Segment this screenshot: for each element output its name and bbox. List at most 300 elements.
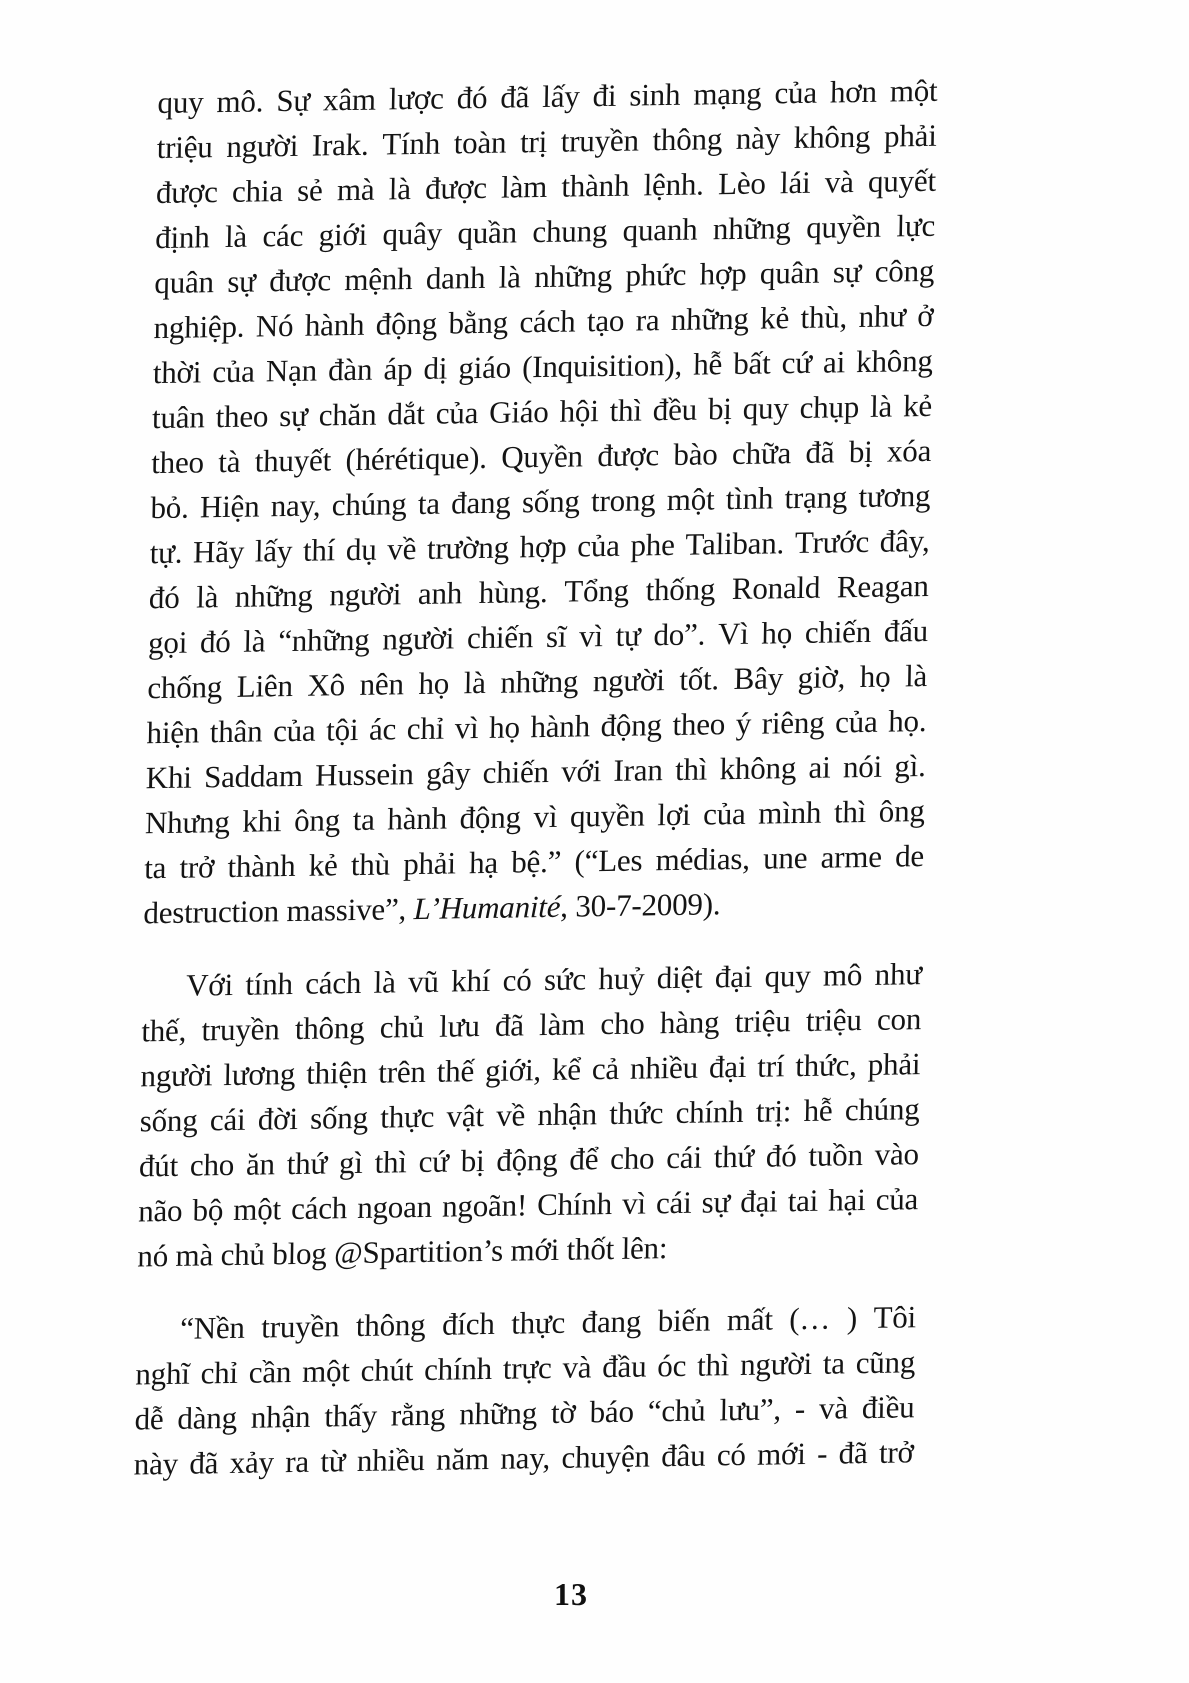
word: thông <box>294 1009 365 1046</box>
word: lưu <box>439 1008 480 1044</box>
word: sự <box>701 1184 731 1220</box>
word: điều <box>861 1389 915 1426</box>
word: về <box>387 530 417 567</box>
word: họ <box>488 709 521 745</box>
word: trở <box>878 1434 915 1470</box>
word: anh <box>417 575 463 611</box>
word: sống <box>309 1099 369 1136</box>
word: đã <box>500 79 530 115</box>
word: là <box>243 623 266 659</box>
word: chiến <box>466 619 534 656</box>
word: của <box>212 353 256 390</box>
word: nên <box>359 666 405 702</box>
word: vì <box>578 618 604 654</box>
word: “chủ <box>647 1392 706 1429</box>
word: đó <box>199 623 231 660</box>
word: ông <box>293 802 341 838</box>
word: cái <box>209 1101 246 1138</box>
word: trường <box>426 529 510 566</box>
word: làm <box>500 168 548 205</box>
word: tạo <box>586 302 625 339</box>
word: trên <box>378 1053 427 1090</box>
word: Sự <box>276 82 311 119</box>
word: đâu <box>661 1437 706 1474</box>
word: Irak. <box>311 126 369 163</box>
word: với <box>560 753 602 789</box>
word: bằng <box>448 304 509 341</box>
word: quanh <box>622 211 698 248</box>
word: xâm <box>322 81 377 118</box>
word: sự <box>832 253 862 290</box>
word: nay, <box>500 1440 551 1476</box>
text-segment: L’Humanité <box>413 888 561 927</box>
word: hạ <box>468 844 499 881</box>
word: là <box>904 657 928 694</box>
word: bỏ. <box>150 489 189 526</box>
word: vì <box>621 1185 647 1221</box>
word: gây <box>425 755 471 791</box>
word: chung <box>532 212 608 250</box>
word: là <box>373 964 397 1000</box>
word: (Inquisition), <box>521 346 683 385</box>
word: những <box>533 257 613 295</box>
word: vì <box>454 710 479 746</box>
word: dắt <box>387 395 426 432</box>
word: đại <box>740 1183 778 1219</box>
word: sự <box>227 263 257 299</box>
word: họ <box>418 665 450 701</box>
word: động <box>496 1141 558 1178</box>
word: thực <box>380 1098 435 1135</box>
word: là <box>224 218 248 254</box>
word: thời <box>152 354 202 391</box>
paragraph <box>133 1294 916 1486</box>
word: quân <box>154 264 215 301</box>
word: tính <box>245 965 294 1002</box>
word: chiến <box>482 753 550 790</box>
word: thì <box>374 1144 408 1180</box>
word: phe <box>630 526 676 563</box>
word: và <box>824 164 855 200</box>
word: theo <box>151 444 205 481</box>
word: đút <box>138 1147 179 1184</box>
word: mới <box>756 1435 807 1472</box>
word: “Nền <box>179 1309 246 1346</box>
word: Liên <box>236 667 294 704</box>
word: lấy <box>254 532 293 569</box>
word: ) <box>846 1300 858 1336</box>
word: sống <box>139 1102 198 1139</box>
word: đại <box>714 958 753 995</box>
word: arme <box>820 838 883 875</box>
word: sự <box>278 397 309 434</box>
word: người <box>226 127 299 164</box>
word: ngoãn! <box>441 1187 528 1224</box>
paragraph <box>137 951 922 1278</box>
word: làm <box>538 1006 586 1043</box>
word: khi <box>242 803 282 839</box>
word: chính <box>675 1093 744 1131</box>
word: Taliban. <box>685 525 785 562</box>
word: thức, <box>795 1047 858 1084</box>
word: cái <box>666 1139 703 1176</box>
word: ai <box>822 344 846 380</box>
word: truyền <box>560 122 640 159</box>
word: ý <box>735 705 752 742</box>
word: Tính <box>382 125 441 162</box>
word: của <box>702 795 746 832</box>
word: theo <box>215 398 269 435</box>
word: xảy <box>229 1444 275 1481</box>
word: danh <box>425 259 486 296</box>
word: thì <box>674 751 708 787</box>
word: được <box>268 262 332 299</box>
word: kể <box>551 1051 582 1087</box>
word: Với <box>185 966 234 1003</box>
word: cũng <box>855 1344 916 1381</box>
word: thứ <box>286 1145 328 1182</box>
word: triệu <box>734 1003 791 1040</box>
word: của <box>272 712 316 749</box>
word: thông <box>355 1306 426 1344</box>
word: người <box>382 620 455 657</box>
word: công <box>874 252 935 289</box>
word: quy <box>764 957 811 994</box>
word: tốt. <box>679 661 720 697</box>
word: triệu <box>805 1002 863 1038</box>
word: Quyền <box>500 438 584 475</box>
word: tuân <box>151 399 205 436</box>
word: sống <box>521 483 581 520</box>
word: truyền <box>201 1011 280 1048</box>
word: để <box>569 1141 599 1177</box>
word: biến <box>657 1302 711 1339</box>
paragraph <box>143 68 938 936</box>
word: đó <box>148 579 180 616</box>
word: theo <box>672 706 726 743</box>
word: mà <box>336 171 375 208</box>
word: tai <box>787 1182 819 1219</box>
word: của <box>577 527 621 564</box>
word: - <box>816 1435 828 1471</box>
word: nhiều <box>356 1441 426 1479</box>
word: quy <box>742 390 789 426</box>
word: thông <box>652 121 723 158</box>
word: trạng <box>784 479 848 516</box>
word: lệnh. <box>643 166 705 203</box>
word: từ <box>320 1443 346 1479</box>
word: Chính <box>536 1186 613 1223</box>
word: nhận <box>537 1096 598 1133</box>
word: chia <box>231 173 284 209</box>
word: vì <box>533 798 558 835</box>
word: gì <box>338 1144 364 1181</box>
word: thù, <box>800 299 848 335</box>
word: những <box>670 300 750 337</box>
word: tự <box>615 617 642 653</box>
word: bào <box>673 436 718 472</box>
word: lái <box>779 164 811 201</box>
word: đàn <box>327 351 373 388</box>
word: cái <box>655 1184 692 1221</box>
word: như <box>874 956 923 992</box>
word: báo <box>589 1393 635 1430</box>
word: cho <box>609 1140 655 1177</box>
word: thống <box>645 571 716 608</box>
word: một <box>666 481 715 518</box>
word: đi <box>592 77 617 114</box>
word: thực <box>510 1304 566 1341</box>
word: ai <box>808 749 831 785</box>
word: và <box>562 1349 592 1385</box>
word: bộ <box>192 1192 224 1228</box>
word: Ronald <box>731 569 821 607</box>
word: huỷ <box>598 960 645 997</box>
word: lưu”, <box>719 1391 782 1428</box>
word: trở <box>179 849 215 885</box>
word: chúng <box>331 486 407 523</box>
word: (… <box>789 1300 831 1337</box>
word: cần <box>248 1354 292 1390</box>
word: người <box>329 576 402 613</box>
word: Nạn <box>265 352 318 389</box>
word: thành <box>227 847 296 885</box>
word: khí <box>450 962 491 999</box>
word: họ. <box>887 703 927 739</box>
word: phải <box>883 117 937 154</box>
word: kẻ <box>902 387 933 424</box>
word: đầu <box>601 1348 647 1385</box>
word: gọi <box>147 624 188 661</box>
word: trực <box>502 1349 552 1386</box>
word: óc <box>657 1347 687 1384</box>
word: này <box>133 1445 179 1482</box>
word: quy <box>157 84 204 121</box>
word: chống <box>147 669 223 706</box>
word: hễ <box>692 346 723 382</box>
word: hễ <box>803 1092 833 1128</box>
word: ra <box>285 1443 310 1480</box>
word: động <box>600 707 663 744</box>
word: dễ <box>134 1401 164 1437</box>
word: tình <box>725 480 774 517</box>
word: (hérétique). <box>345 439 488 478</box>
word: Xô <box>307 667 346 703</box>
word: cứ <box>418 1143 450 1180</box>
word: de <box>894 838 925 874</box>
word: hàng <box>659 1004 720 1041</box>
word: mệnh <box>344 261 413 298</box>
word: thí <box>302 532 336 568</box>
word: cách <box>305 964 362 1001</box>
word: tờ <box>550 1394 576 1430</box>
word: phải <box>867 1046 921 1082</box>
word: những <box>458 1395 538 1432</box>
word: dụ <box>345 531 377 568</box>
text-block <box>133 68 937 1487</box>
word: họ <box>761 615 793 651</box>
word: tuồn <box>808 1137 864 1173</box>
word: do”. <box>653 616 706 653</box>
word: Trước <box>794 523 870 561</box>
word: Saddam <box>203 757 304 795</box>
word: đã <box>189 1445 219 1481</box>
word: nhận <box>250 1398 311 1435</box>
word: chăn <box>318 396 377 433</box>
word: quyết <box>867 162 937 199</box>
word: những <box>712 210 792 247</box>
word: giáo <box>458 349 512 386</box>
word: Reagan <box>836 567 930 605</box>
word: lực <box>896 207 936 244</box>
word: đó <box>765 1138 797 1174</box>
word: những <box>234 577 314 614</box>
word: hội <box>559 393 599 429</box>
word: bất <box>732 345 771 382</box>
word: riêng <box>761 704 825 741</box>
word: thì <box>609 392 643 428</box>
word: lương <box>223 1055 296 1093</box>
word: giới <box>318 216 368 253</box>
word: một <box>233 1191 282 1227</box>
word: thành <box>561 167 630 204</box>
word: hơn <box>829 73 878 110</box>
word: động <box>375 305 438 342</box>
word: thế <box>436 1053 475 1089</box>
word: chụp <box>799 389 860 425</box>
word: mình <box>758 794 822 831</box>
word: họ <box>859 658 891 695</box>
word: thấy <box>324 1397 378 1434</box>
word: đó <box>456 79 488 116</box>
word: có <box>502 962 532 998</box>
word: đời <box>257 1100 299 1137</box>
word: giới, <box>484 1052 542 1088</box>
word: thuyết <box>254 442 332 479</box>
word: đang <box>581 1303 642 1340</box>
word: médias, <box>655 840 751 878</box>
word: là <box>869 388 893 424</box>
word: triệu <box>156 129 213 166</box>
word: các <box>262 217 304 254</box>
word: vật <box>446 1098 485 1134</box>
word: có <box>716 1436 747 1473</box>
word: đang <box>450 484 511 521</box>
word: ác <box>368 711 397 747</box>
word: không <box>793 118 871 156</box>
word: chỉ <box>200 1354 239 1391</box>
word: đã <box>838 1435 868 1471</box>
word: của <box>435 395 479 431</box>
text-segment: destruction massive”, <box>143 891 414 931</box>
word: tà <box>218 443 241 480</box>
word: tự. <box>149 534 183 571</box>
word: truyền <box>261 1308 340 1345</box>
word: bị <box>848 433 873 470</box>
word: về <box>495 1097 526 1133</box>
word: kẻ <box>308 847 338 883</box>
word: bị <box>707 391 733 427</box>
word: Bây <box>733 660 784 697</box>
word: dàng <box>177 1399 238 1436</box>
word: trị: <box>755 1093 792 1129</box>
word: đã <box>805 434 835 470</box>
word: thì <box>833 793 867 830</box>
word: trong <box>590 482 656 519</box>
word: thù <box>350 846 391 883</box>
word: cứ <box>781 344 813 381</box>
word: đều <box>652 391 698 428</box>
word: chút <box>360 1352 414 1388</box>
word: đại <box>708 1048 747 1085</box>
word: thứ <box>713 1138 755 1175</box>
word: phức <box>625 256 687 293</box>
word: Tôi <box>873 1299 917 1335</box>
word: lấy <box>542 78 580 114</box>
word: hại <box>828 1182 866 1218</box>
word: dị <box>423 350 448 386</box>
word: cho <box>189 1146 235 1183</box>
word: cho <box>600 1005 645 1042</box>
word: trị <box>519 123 548 160</box>
word: hành <box>304 306 365 343</box>
word: bệ.” <box>510 843 562 880</box>
word: thân <box>209 713 263 750</box>
word: không <box>855 342 934 380</box>
word: động <box>459 799 522 836</box>
word: tương <box>858 477 931 515</box>
word: chúng <box>844 1091 920 1128</box>
word: người <box>739 1345 813 1383</box>
word: ta <box>143 849 167 886</box>
word: une <box>762 839 808 876</box>
word: vũ <box>407 963 440 1000</box>
word: của <box>875 1181 919 1217</box>
text-segment: nó mà chủ blog @Spartition’s mới thốt lên: <box>137 1230 668 1274</box>
word: là <box>388 171 412 207</box>
word: - <box>794 1390 806 1427</box>
word: “những <box>277 621 370 659</box>
word: đích <box>441 1305 496 1342</box>
word: là <box>463 664 487 701</box>
word: toàn <box>453 124 507 161</box>
word: chỉ <box>406 710 445 747</box>
word: mạng <box>693 75 762 112</box>
word: bị <box>460 1142 485 1179</box>
word: ra <box>635 302 660 338</box>
word: giờ, <box>797 659 846 696</box>
word: Hiện <box>199 488 260 525</box>
text-segment: , 30-7-2009). <box>560 886 721 924</box>
word: Tổng <box>563 572 630 609</box>
word: ta <box>417 485 441 521</box>
word: những <box>500 663 579 700</box>
word: ở <box>917 297 934 334</box>
word: ông <box>878 793 926 829</box>
word: nghiệp. <box>153 308 245 346</box>
word: người <box>140 1057 213 1094</box>
word: ta <box>352 801 376 838</box>
word: đây, <box>879 522 930 559</box>
word: sĩ <box>545 618 567 654</box>
word: mất <box>726 1301 774 1338</box>
word: ngoan <box>356 1188 433 1226</box>
word: sức <box>543 961 587 998</box>
word: không <box>719 750 797 787</box>
word: là <box>498 259 522 295</box>
word: quyền <box>805 208 882 245</box>
word: như <box>858 298 907 335</box>
